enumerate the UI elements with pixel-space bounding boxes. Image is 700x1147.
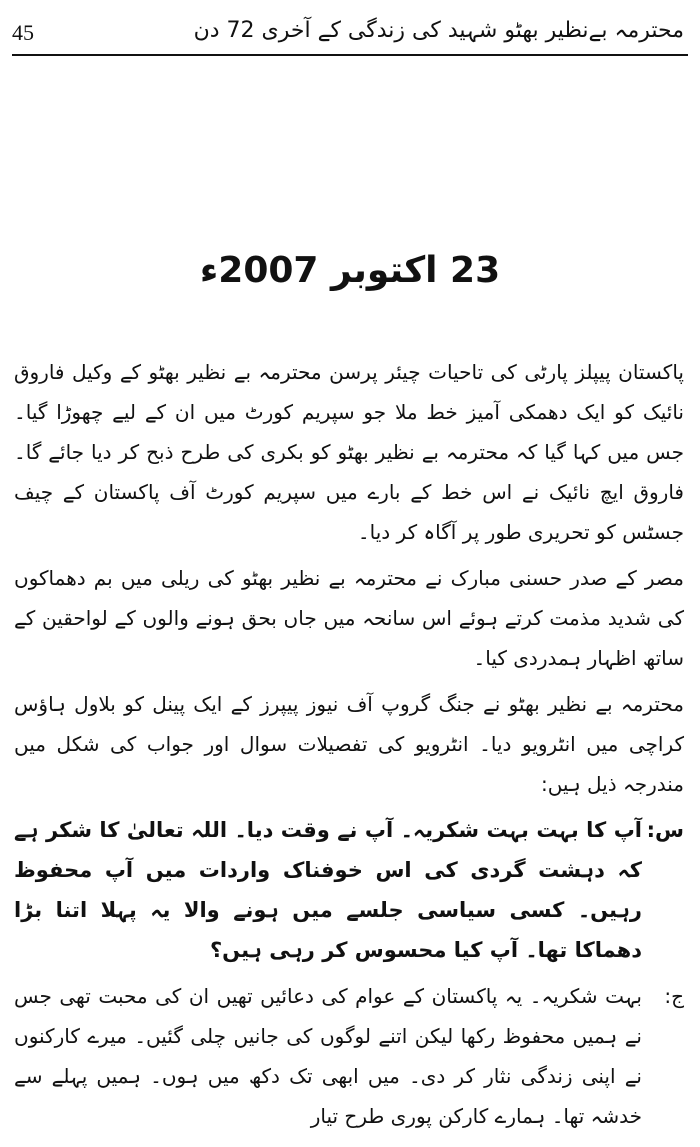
paragraph-egypt-condolence: مصر کے صدر حسنی مبارک نے محترمہ بے نظیر بھٹو کی ریلی میں بم دھماکوں کی شدید مذمت کرتے ہوئے اس سانحہ میں جاں بحق ہونے والوں کے لواحقین کے ساتھ اظہار ہمدردی کیا۔ <box>14 566 684 670</box>
body-text <box>14 352 684 1136</box>
date-heading: 23 اکتوبر 2007ء <box>199 250 501 291</box>
paragraph-interview-intro: محترمہ بے نظیر بھٹو نے جنگ گروپ آف نیوز پیپرز کے ایک پینل کو بلاول ہاؤس کراچی میں انٹرویو دیا۔ انٹرویو کی تفصیلات سوال اور جواب کی شکل میں مندرجہ ذیل ہیں: <box>14 692 684 796</box>
interview-question <box>14 810 684 970</box>
paragraph-threat-letter: پاکستان پیپلز پارٹی کی تاحیات چیئر پرسن محترمہ بے نظیر بھٹو کے وکیل فاروق نائیک کو ایک دھمکی آمیز خط ملا جو سپریم کورٹ میں ان کے لیے چھوڑا گیا۔ جس میں کہا گیا کہ محترمہ بے نظیر بھٹو کو بکری کی طرح ذبح کر دیا جائے گا۔ فاروق ایچ نائیک نے اس خط کے بارے میں سپریم کورٹ آف پاکستان کے چیف جسٹس کو تحریری طور پر آگاہ کر دیا۔ <box>14 360 684 544</box>
answer-label: ج: <box>664 984 684 1008</box>
page-number: 45 <box>12 20 34 45</box>
question-text: آپ کا بہت بہت شکریہ۔ آپ نے وقت دیا۔ اللہ تعالیٰ کا شکر ہے کہ دہشت گردی کی اس خوفناک واردات میں آپ محفوظ رہیں۔ کسی سیاسی جلسے میں ہونے والا یہ پہلا اتنا بڑا دھماکا تھا۔ آپ کیا محسوس کر رہی ہیں؟ <box>14 818 642 962</box>
question-label: س: <box>646 818 684 842</box>
running-title: محترمہ بےنظیر بھٹو شہید کی زندگی کے آخری 72 دن <box>193 18 684 43</box>
interview-answer <box>14 976 684 1136</box>
answer-text: بہت شکریہ۔ یہ پاکستان کے عوام کی دعائیں تھیں ان کی محبت تھی جس نے ہمیں محفوظ رکھا لیکن اتنے لوگوں کی جانیں چلی گئیں۔ میرے کارکنوں نے اپنی زندگی نثار کر دی۔ میں ابھی تک دکھ میں ہوں۔ ہمیں پہلے سے خدشہ تھا۔ ہمارے کارکن پوری طرح تیار <box>14 984 642 1128</box>
page-header <box>12 14 688 56</box>
